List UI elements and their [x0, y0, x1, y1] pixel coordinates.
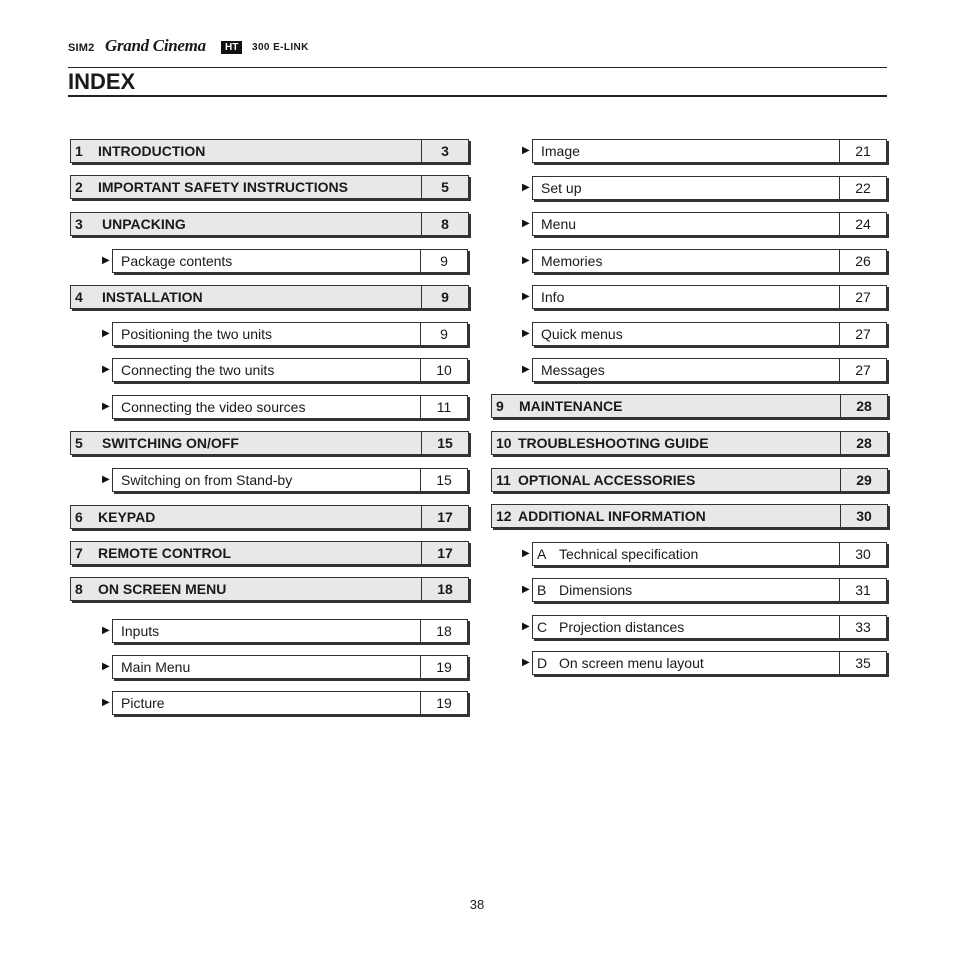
toc-entry-page: 18 [436, 623, 452, 639]
toc-entry-page: 29 [856, 472, 872, 488]
toc-entry-label [492, 505, 841, 527]
toc-section-row[interactable] [532, 139, 887, 163]
toc-entry-title: Projection distances [559, 619, 685, 635]
bullet-arrow-icon: ▶ [102, 625, 110, 636]
bullet-arrow-icon: ▶ [522, 364, 530, 375]
toc-entry-number: 1 [75, 143, 83, 159]
toc-entry-title: Picture [121, 695, 165, 711]
toc-entry-label [71, 542, 422, 564]
toc-entry-page: 8 [441, 216, 449, 232]
toc-chapter-row[interactable] [70, 431, 469, 455]
toc-entry-title: KEYPAD [98, 509, 156, 525]
toc-entry-label [71, 176, 422, 198]
toc-entry-number: 4 [75, 289, 83, 305]
toc-entry-title: SWITCHING ON/OFF [102, 435, 239, 451]
toc-entry-page: 24 [855, 216, 871, 232]
toc-entry-number: D [537, 655, 548, 671]
toc-entry-title: Connecting the two units [121, 362, 275, 378]
toc-entry-label [71, 578, 422, 600]
toc-entry-title: Menu [541, 216, 577, 232]
bullet-arrow-icon: ▶ [522, 657, 530, 668]
bullet-arrow-icon: ▶ [522, 291, 530, 302]
toc-entry-number: 10 [496, 435, 512, 451]
toc-entry-page: 10 [436, 362, 452, 378]
toc-entry-number: 3 [75, 216, 83, 232]
toc-section-row[interactable] [112, 322, 468, 346]
toc-entry-title: UNPACKING [102, 216, 186, 232]
bullet-arrow-icon: ▶ [522, 218, 530, 229]
bullet-arrow-icon: ▶ [102, 401, 110, 412]
toc-entry-label [533, 543, 840, 565]
toc-entry-page: 17 [437, 545, 453, 561]
toc-entry-page: 26 [855, 253, 871, 269]
toc-section-row[interactable] [112, 358, 468, 382]
toc-chapter-row[interactable] [491, 431, 888, 455]
toc-entry-page: 30 [856, 508, 872, 524]
toc-entry-page: 9 [440, 326, 448, 342]
toc-chapter-row[interactable] [491, 468, 888, 492]
toc-entry-label [533, 213, 840, 235]
toc-entry-number: A [537, 546, 547, 562]
toc-entry-page: 28 [856, 435, 872, 451]
toc-section-row[interactable] [532, 322, 887, 346]
toc-section-row[interactable] [532, 542, 887, 566]
toc-entry-label [113, 359, 421, 381]
toc-chapter-row[interactable] [491, 504, 888, 528]
toc-chapter-row[interactable] [491, 394, 888, 418]
toc-entry-title: Quick menus [541, 326, 623, 342]
bullet-arrow-icon: ▶ [522, 145, 530, 156]
toc-entry-title: Messages [541, 362, 605, 378]
toc-entry-title: ADDITIONAL INFORMATION [518, 508, 706, 524]
bullet-arrow-icon: ▶ [522, 548, 530, 559]
toc-entry-label [492, 395, 841, 417]
toc-entry-number: 8 [75, 581, 83, 597]
toc-entry-title: On screen menu layout [559, 655, 704, 671]
header-rule [68, 67, 887, 68]
toc-entry-page: 3 [441, 143, 449, 159]
toc-chapter-row[interactable] [70, 212, 469, 236]
bullet-arrow-icon: ▶ [522, 328, 530, 339]
toc-entry-label [113, 396, 421, 418]
toc-entry-number: 7 [75, 545, 83, 561]
bullet-arrow-icon: ▶ [522, 584, 530, 595]
toc-entry-number: 9 [496, 398, 504, 414]
toc-entry-page: 18 [437, 581, 453, 597]
toc-entry-label [533, 616, 840, 638]
toc-entry-label [113, 692, 421, 714]
toc-section-row[interactable] [532, 285, 887, 309]
bullet-arrow-icon: ▶ [102, 661, 110, 672]
toc-entry-label [113, 250, 421, 272]
bullet-arrow-icon: ▶ [102, 474, 110, 485]
toc-entry-page: 15 [437, 435, 453, 451]
toc-entry-title: REMOTE CONTROL [98, 545, 231, 561]
toc-chapter-row[interactable] [70, 285, 469, 309]
toc-entry-title: Set up [541, 180, 582, 196]
toc-entry-page: 17 [437, 509, 453, 525]
toc-entry-number: 12 [496, 508, 512, 524]
toc-section-row[interactable] [112, 655, 468, 679]
toc-entry-label [113, 656, 421, 678]
page-header [68, 38, 888, 58]
toc-entry-page: 9 [441, 289, 449, 305]
brand-model: 300 E-LINK [252, 42, 309, 53]
toc-entry-page: 31 [855, 582, 871, 598]
toc-entry-title: MAINTENANCE [519, 398, 623, 414]
toc-entry-label [71, 506, 422, 528]
page-title: INDEX [68, 69, 136, 94]
toc-entry-label [533, 177, 840, 199]
toc-entry-label [71, 432, 422, 454]
toc-entry-title: OPTIONAL ACCESSORIES [518, 472, 696, 488]
toc-entry-label [533, 250, 840, 272]
toc-entry-number: 2 [75, 179, 83, 195]
toc-entry-title: Info [541, 289, 565, 305]
toc-entry-label [113, 323, 421, 345]
toc-entry-page: 15 [436, 472, 452, 488]
toc-entry-page: 9 [440, 253, 448, 269]
toc-entry-title: Inputs [121, 623, 160, 639]
toc-entry-page: 22 [855, 180, 871, 196]
toc-entry-number: 11 [496, 472, 511, 488]
toc-entry-title: IMPORTANT SAFETY INSTRUCTIONS [98, 179, 348, 195]
toc-entry-number: 5 [75, 435, 83, 451]
toc-chapter-row[interactable] [70, 505, 469, 529]
bullet-arrow-icon: ▶ [522, 621, 530, 632]
toc-entry-page: 19 [436, 659, 452, 675]
bullet-arrow-icon: ▶ [102, 255, 110, 266]
toc-entry-number: C [537, 619, 548, 635]
toc-section-row[interactable] [112, 395, 468, 419]
toc-entry-number: B [537, 582, 547, 598]
toc-entry-label [533, 323, 840, 345]
toc-entry-page: 27 [855, 362, 871, 378]
toc-entry-label [71, 213, 422, 235]
toc-entry-title: TROUBLESHOOTING GUIDE [518, 435, 709, 451]
toc-entry-number: 6 [75, 509, 83, 525]
toc-section-row[interactable] [532, 358, 887, 382]
brand-sim2: SIM2 [68, 42, 95, 54]
toc-entry-label [533, 286, 840, 308]
toc-section-row[interactable] [112, 249, 468, 273]
toc-entry-page: 30 [855, 546, 871, 562]
toc-chapter-row[interactable] [70, 139, 469, 163]
toc-entry-label [71, 140, 422, 162]
toc-section-row[interactable] [532, 212, 887, 236]
toc-entry-label [113, 469, 421, 491]
toc-section-row[interactable] [532, 249, 887, 273]
toc-section-row[interactable] [112, 619, 468, 643]
toc-section-row[interactable] [532, 651, 887, 675]
toc-entry-page: 28 [856, 398, 872, 414]
toc-chapter-row[interactable] [70, 541, 469, 565]
toc-entry-title: Dimensions [559, 582, 633, 598]
toc-entry-title: Connecting the video sources [121, 399, 306, 415]
toc-entry-page: 21 [855, 143, 871, 159]
toc-chapter-row[interactable] [70, 175, 469, 199]
toc-entry-label [113, 620, 421, 642]
brand-grand-cinema: Grand Cinema [105, 36, 206, 55]
toc-entry-title: Image [541, 143, 580, 159]
toc-entry-page: 5 [441, 179, 449, 195]
toc-chapter-row[interactable] [70, 577, 469, 601]
toc-entry-page: 19 [436, 695, 452, 711]
toc-entry-label [492, 469, 841, 491]
toc-entry-title: Package contents [121, 253, 233, 269]
toc-entry-label [71, 286, 422, 308]
toc-entry-page: 11 [436, 399, 452, 415]
toc-entry-title: Switching on from Stand-by [121, 472, 293, 488]
toc-section-row[interactable] [532, 615, 887, 639]
toc-entry-page: 27 [855, 289, 871, 305]
toc-entry-page: 33 [855, 619, 871, 635]
toc-entry-title: Main Menu [121, 659, 191, 675]
toc-entry-title: Technical specification [559, 546, 699, 562]
toc-section-row[interactable] [532, 578, 887, 602]
brand-ht-badge: HT [221, 41, 242, 54]
toc-entry-title: Memories [541, 253, 603, 269]
toc-section-row[interactable] [112, 468, 468, 492]
page-number: 38 [469, 897, 485, 912]
toc-section-row[interactable] [112, 691, 468, 715]
bullet-arrow-icon: ▶ [102, 697, 110, 708]
toc-entry-label [533, 652, 840, 674]
toc-entry-title: ON SCREEN MENU [98, 581, 227, 597]
toc-entry-title: Positioning the two units [121, 326, 272, 342]
toc-entry-title: INTRODUCTION [98, 143, 206, 159]
bullet-arrow-icon: ▶ [102, 328, 110, 339]
title-rule [68, 95, 887, 97]
bullet-arrow-icon: ▶ [522, 255, 530, 266]
toc-entry-label [533, 359, 840, 381]
toc-entry-label [492, 432, 841, 454]
bullet-arrow-icon: ▶ [522, 182, 530, 193]
toc-entry-title: INSTALLATION [102, 289, 203, 305]
toc-entry-label [533, 579, 840, 601]
toc-entry-page: 27 [855, 326, 871, 342]
toc-entry-page: 35 [855, 655, 871, 671]
bullet-arrow-icon: ▶ [102, 364, 110, 375]
toc-section-row[interactable] [532, 176, 887, 200]
toc-entry-label [533, 140, 840, 162]
